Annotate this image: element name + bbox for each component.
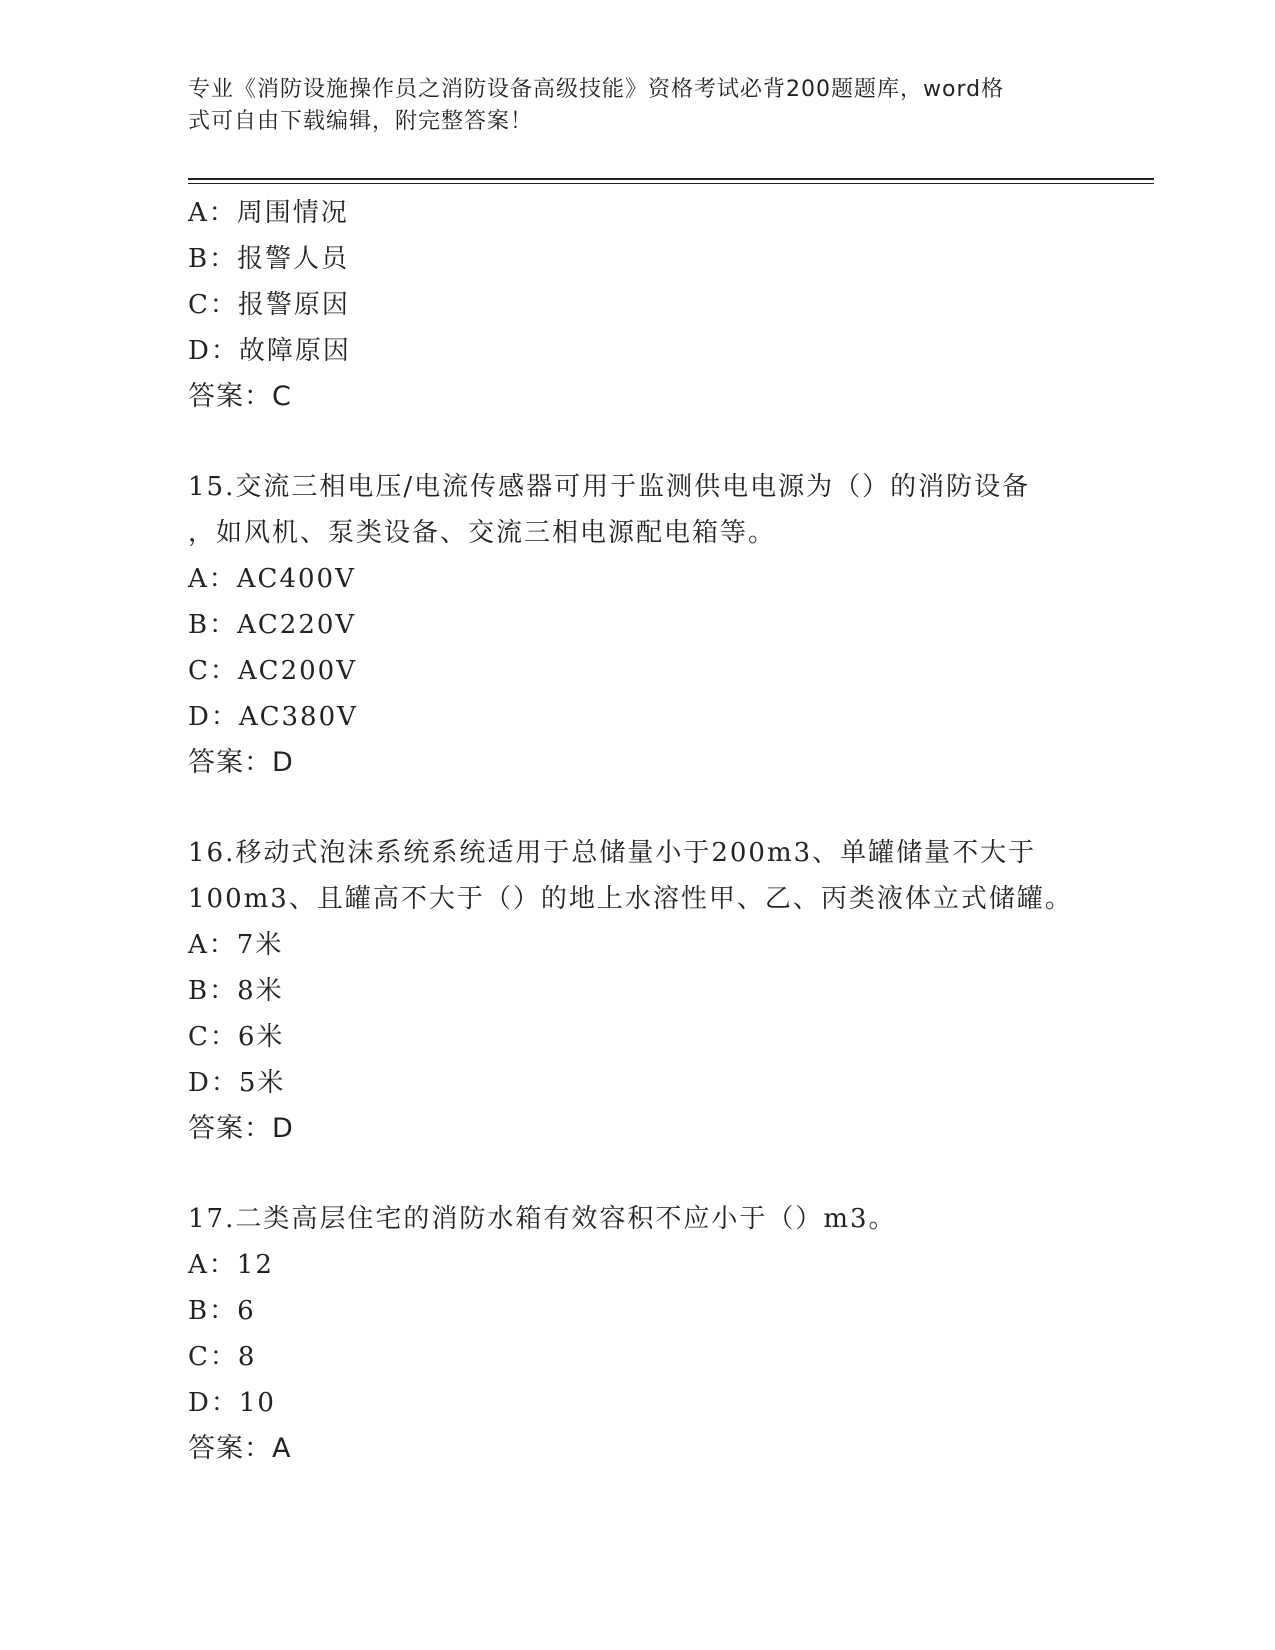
header-line-1: 专业《消防设施操作员之消防设备高级技能》资格考试必背200题题库，word格 [188,77,1005,102]
option-a: A：7米 [188,930,284,960]
header-line-2: 式可自由下载编辑，附完整答案！ [188,109,534,134]
question-stem: 16.移动式泡沫系统系统适用于总储量小于200m3、单罐储量不大于 [188,838,1037,868]
question-17 [188,1196,1088,1472]
answer: 答案：A [188,1433,292,1464]
document-header [188,74,1068,138]
option-b: B：8米 [188,976,284,1006]
answer: 答案：D [188,1113,294,1144]
option-a: A：12 [188,1250,274,1280]
spacer [188,1152,1088,1196]
question-stem-continued: 100m3、且罐高不大于（）的地上水溶性甲、乙、丙类液体立式储罐。 [188,884,1073,914]
question-stem: 15.交流三相电压/电流传感器可用于监测供电电源为（）的消防设备 [188,472,1031,502]
option-d: D：AC380V [188,702,358,732]
option-c: C：AC200V [188,656,357,686]
option-c: C：8 [188,1342,257,1372]
option-d: D：5米 [188,1068,286,1098]
option-b: B：AC220V [188,610,357,640]
answer: 答案：D [188,747,294,778]
option-d: D：10 [188,1388,276,1418]
question-stem: 17.二类高层住宅的消防水箱有效容积不应小于（）m3。 [188,1204,897,1234]
question-15 [188,464,1088,786]
header-divider-thin [188,183,1154,184]
option-d: D：故障原因 [188,336,351,366]
option-a: A：周围情况 [188,198,349,228]
option-c: C：6米 [188,1022,285,1052]
header-divider-thick [188,178,1154,180]
question-14 [188,190,1088,420]
question-stem-continued: ，如风机、泵类设备、交流三相电源配电箱等。 [188,518,777,548]
option-a: A：AC400V [188,564,356,594]
spacer [188,786,1088,830]
question-16 [188,830,1088,1152]
option-c: C：报警原因 [188,290,350,320]
option-b: B：报警人员 [188,244,350,274]
answer: 答案：C [188,381,292,412]
spacer [188,420,1088,464]
option-b: B：6 [188,1296,256,1326]
question-list [188,190,1088,1472]
